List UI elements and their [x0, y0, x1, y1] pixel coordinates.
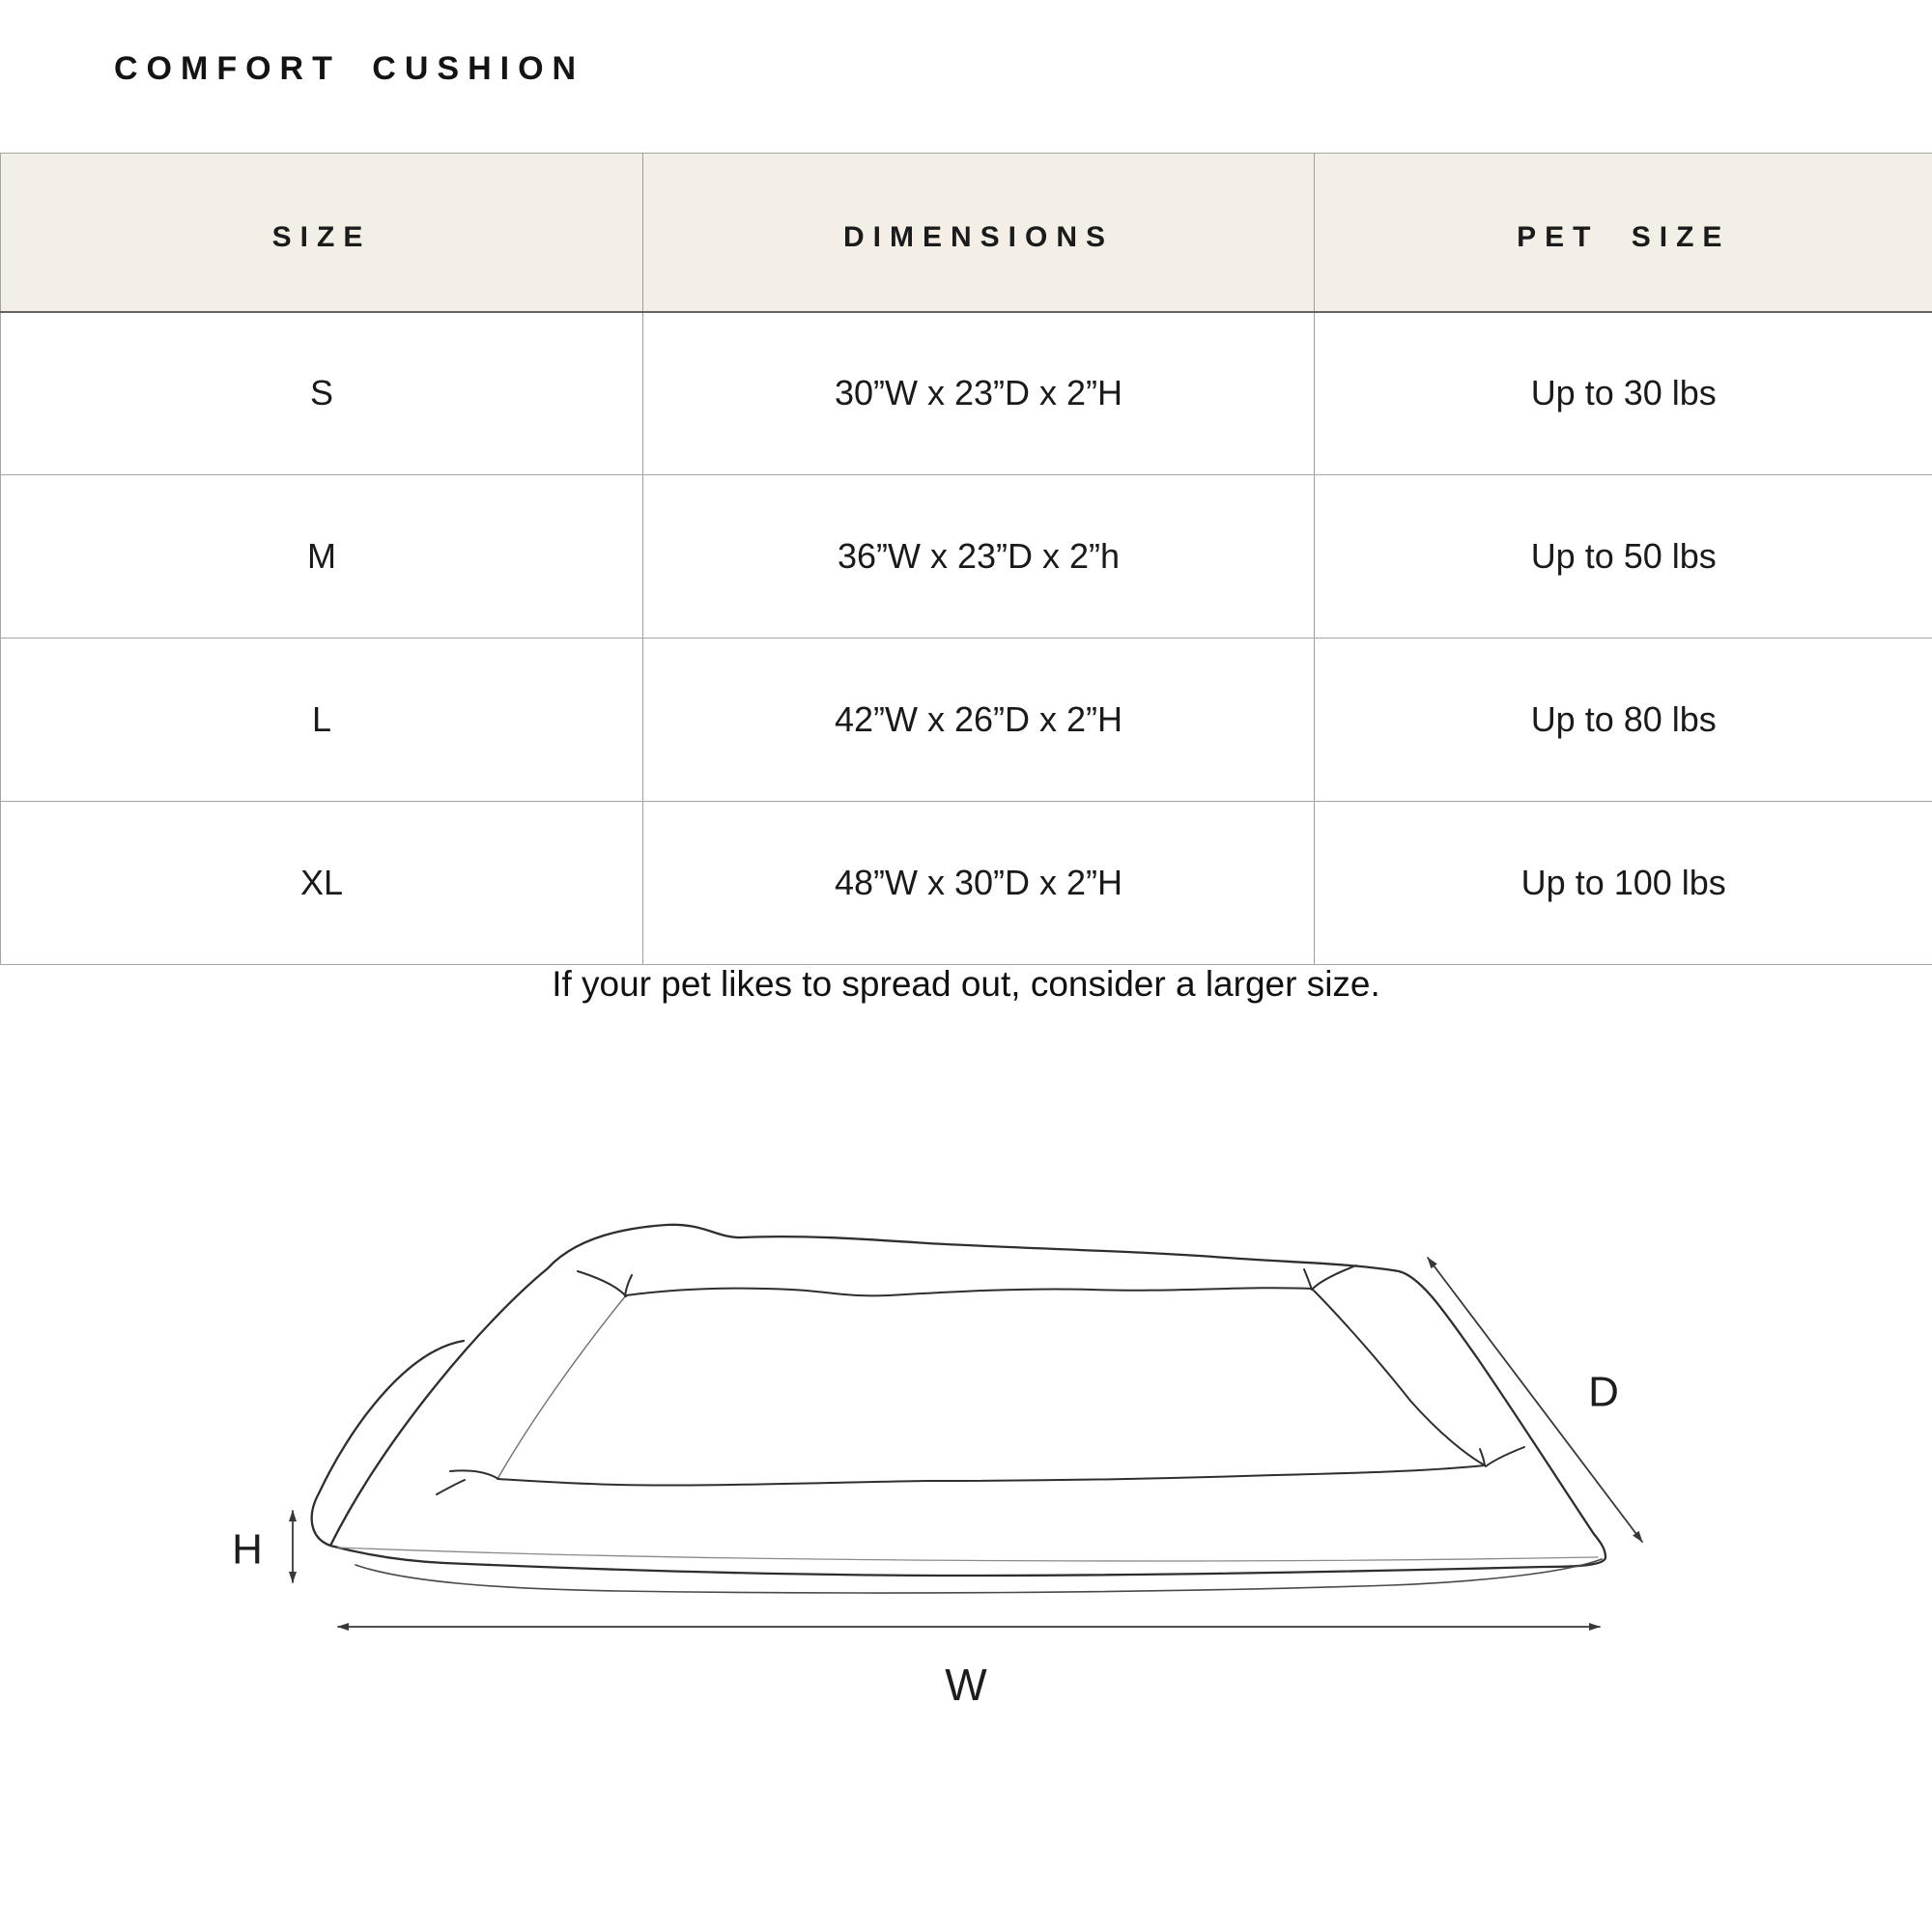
cushion-inner-edge: [497, 1288, 1485, 1485]
cushion-sketch: [312, 1225, 1605, 1593]
dimensions-cell: 30”W x 23”D x 2”H: [643, 312, 1315, 475]
column-header-size: SIZE: [1, 154, 643, 312]
pet-size-cell: Up to 50 lbs: [1315, 475, 1932, 639]
dimension-arrows: [293, 1258, 1642, 1627]
dimensions-cell: 48”W x 30”D x 2”H: [643, 802, 1315, 965]
dimensions-cell: 42”W x 26”D x 2”H: [643, 639, 1315, 802]
cushion-outer-outline: [312, 1225, 1605, 1576]
size-cell: S: [1, 312, 643, 475]
cushion-inner-left-edge: [497, 1295, 626, 1479]
pet-size-cell: Up to 100 lbs: [1315, 802, 1932, 965]
depth-label: D: [1588, 1368, 1619, 1416]
pet-size-cell: Up to 80 lbs: [1315, 639, 1932, 802]
column-header-dimensions: DIMENSIONS: [643, 154, 1315, 312]
sizing-note: If your pet likes to spread out, consider a larger size.: [552, 964, 1380, 1004]
size-cell: M: [1, 475, 643, 639]
pet-size-cell: Up to 30 lbs: [1315, 312, 1932, 475]
width-label: W: [945, 1660, 987, 1710]
size-cell: XL: [1, 802, 643, 965]
dimensions-cell: 36”W x 23”D x 2”h: [643, 475, 1315, 639]
cushion-tuft-marks: [437, 1265, 1524, 1494]
cushion-mid-seam: [338, 1548, 1598, 1561]
page-title: COMFORT CUSHION: [114, 50, 585, 87]
height-label: H: [232, 1525, 263, 1574]
column-header-pet-size: PET SIZE: [1315, 154, 1932, 312]
size-cell: L: [1, 639, 643, 802]
